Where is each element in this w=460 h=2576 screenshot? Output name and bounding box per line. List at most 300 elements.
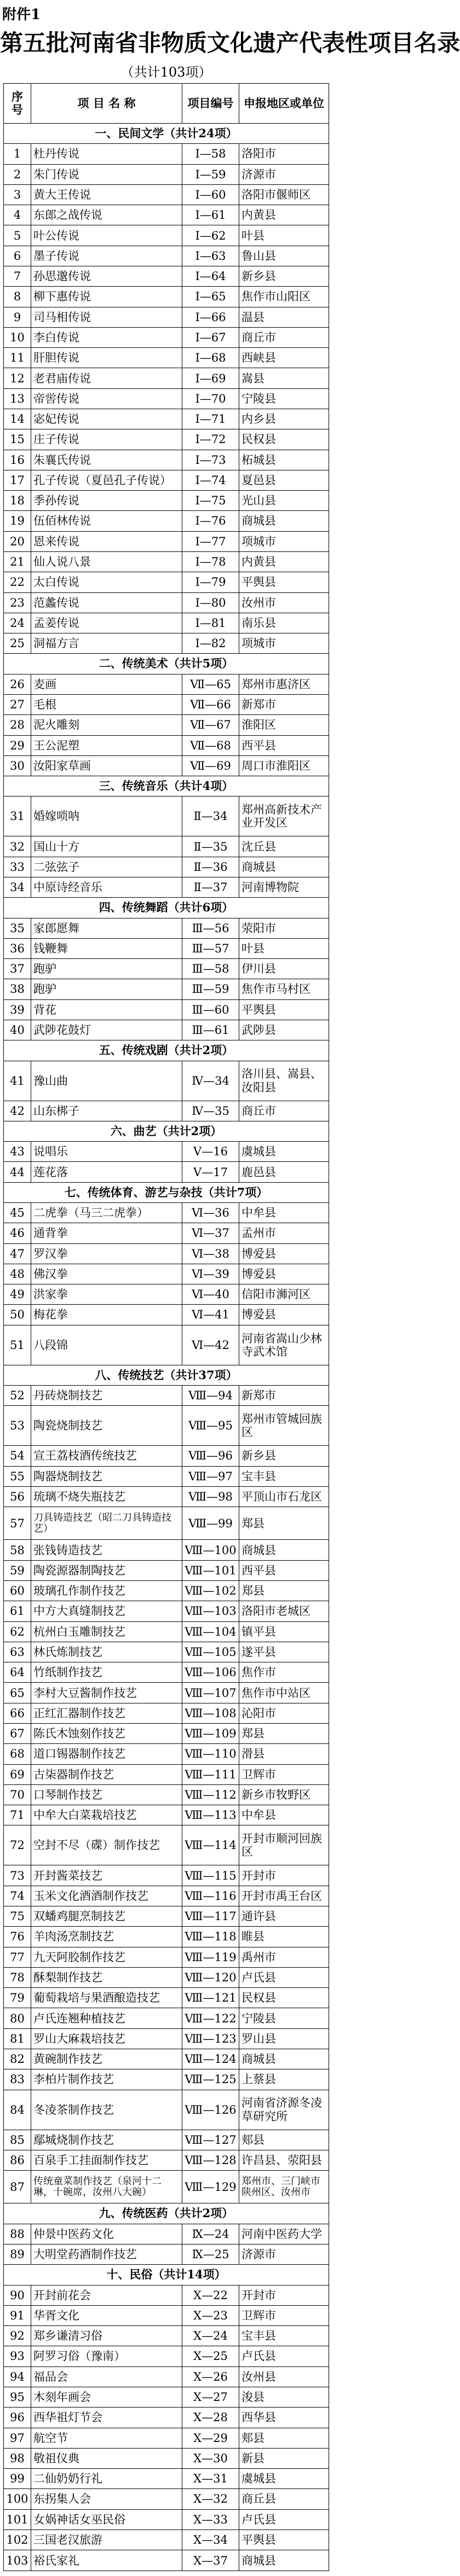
row-index: 81 [4, 2028, 31, 2049]
row-index: 57 [4, 1507, 31, 1540]
table-row [4, 1865, 329, 1886]
project-name: 跑驴 [31, 959, 182, 979]
project-name: 开封酱菜技艺 [31, 1865, 182, 1886]
project-name: 李白传说 [31, 327, 182, 347]
project-name: 王公泥塑 [31, 735, 182, 755]
applicant-region: 新乡县 [239, 266, 329, 287]
applicant-region: 嵩县 [239, 368, 329, 388]
row-index: 59 [4, 1560, 31, 1580]
row-index: 49 [4, 1284, 31, 1305]
project-code: Ⅱ—36 [182, 857, 239, 877]
project-name: 东拐集人会 [31, 2489, 182, 2509]
row-index: 23 [4, 592, 31, 613]
applicant-region: 郏县 [239, 2428, 329, 2448]
project-name: 传统童菜制作技艺（泉河十二琳，十碗席，汝州八大碗） [31, 2171, 182, 2203]
project-name: 开封前花会 [31, 2285, 182, 2305]
applicant-region: 叶县 [239, 225, 329, 246]
project-code: Ⅰ—80 [182, 592, 239, 613]
project-code: Ⅸ—24 [182, 2224, 239, 2244]
table-row [4, 2408, 329, 2428]
project-name: 叶公传说 [31, 225, 182, 246]
section-heading-row [4, 654, 329, 674]
project-name: 庄子传说 [31, 429, 182, 450]
applicant-region: 叶县 [239, 938, 329, 958]
table-row [4, 1967, 329, 1987]
table-row [4, 470, 329, 490]
project-name: 东郎之战传说 [31, 205, 182, 225]
project-code: Ⅳ—34 [182, 1061, 239, 1101]
row-index: 62 [4, 1621, 31, 1642]
row-index: 76 [4, 1927, 31, 1947]
applicant-region: 项城市 [239, 633, 329, 654]
row-index: 94 [4, 2366, 31, 2387]
project-code: Ⅰ—76 [182, 511, 239, 531]
project-code: Ⅱ—35 [182, 836, 239, 857]
project-code: Ⅸ—25 [182, 2244, 239, 2264]
project-name: 梅花拳 [31, 1305, 182, 1325]
project-code: Ⅵ—38 [182, 1243, 239, 1264]
applicant-region: 新县 [239, 2448, 329, 2468]
project-name: 老君庙传说 [31, 368, 182, 388]
table-row [4, 205, 329, 225]
project-name: 玻璃孔作制作技艺 [31, 1581, 182, 1601]
row-index: 37 [4, 959, 31, 979]
project-code: Ⅷ—119 [182, 1947, 239, 1967]
applicant-region: 汝州市 [239, 592, 329, 613]
table-row [4, 999, 329, 1020]
project-code: Ⅹ—32 [182, 2489, 239, 2509]
project-code: Ⅹ—25 [182, 2346, 239, 2366]
table-row [4, 531, 329, 551]
table-row [4, 409, 329, 429]
row-index: 71 [4, 1805, 31, 1825]
project-code: Ⅷ—114 [182, 1825, 239, 1865]
project-code: Ⅷ—127 [182, 2130, 239, 2150]
table-row [4, 1142, 329, 1162]
project-code: Ⅹ—31 [182, 2469, 239, 2489]
row-index: 40 [4, 1020, 31, 1040]
project-name: 背花 [31, 999, 182, 1020]
row-index: 28 [4, 715, 31, 735]
project-name: 八段锦 [31, 1325, 182, 1365]
total-count: （共计103项） [120, 65, 212, 80]
project-code: Ⅲ—57 [182, 938, 239, 958]
row-index: 19 [4, 511, 31, 531]
row-index: 84 [4, 2090, 31, 2130]
table-row [4, 1101, 329, 1121]
table-row [4, 2387, 329, 2407]
project-code: Ⅰ—62 [182, 225, 239, 246]
row-index: 39 [4, 999, 31, 1020]
applicant-region: 平顶山市石龙区 [239, 1486, 329, 1507]
project-name: 柳下惠传说 [31, 287, 182, 307]
table-row [4, 368, 329, 388]
project-code: Ⅰ—68 [182, 348, 239, 368]
project-name: 中原诗经音乐 [31, 877, 182, 898]
project-name: 孔子传说（夏邑孔子传说） [31, 470, 182, 490]
row-index: 14 [4, 409, 31, 429]
applicant-region: 河南中医药大学 [239, 2224, 329, 2244]
project-code: Ⅶ—65 [182, 674, 239, 694]
applicant-region: 卫辉市 [239, 2305, 329, 2325]
table-row [4, 857, 329, 877]
header-row [4, 84, 329, 124]
project-code: Ⅰ—78 [182, 551, 239, 572]
table-row [4, 348, 329, 368]
project-name: 古柒器制作技艺 [31, 1764, 182, 1784]
applicant-region: 商丘县 [239, 2489, 329, 2509]
applicant-region: 民权县 [239, 1988, 329, 2008]
row-index: 41 [4, 1061, 31, 1101]
row-index: 8 [4, 287, 31, 307]
applicant-region: 夏邑县 [239, 470, 329, 490]
table-row [4, 2069, 329, 2090]
project-code: Ⅷ—126 [182, 2090, 239, 2130]
row-index: 45 [4, 1203, 31, 1223]
applicant-region: 平舆县 [239, 2530, 329, 2550]
project-code: Ⅷ—115 [182, 1865, 239, 1886]
project-code: Ⅴ—17 [182, 1162, 239, 1182]
project-code: Ⅲ—60 [182, 999, 239, 1020]
project-name: 汝阳家草画 [31, 755, 182, 776]
project-name: 女娲神话女巫民俗 [31, 2509, 182, 2530]
table-row [4, 246, 329, 266]
table-row [4, 1724, 329, 1744]
row-index: 58 [4, 1540, 31, 1560]
project-name: 婚嫁唢呐 [31, 796, 182, 836]
row-index: 20 [4, 531, 31, 551]
project-name: 二虎拳（马三二虎拳） [31, 1203, 182, 1223]
applicant-region: 商城县 [239, 2550, 329, 2571]
project-code: Ⅰ—77 [182, 531, 239, 551]
row-index: 99 [4, 2469, 31, 2489]
project-code: Ⅰ—81 [182, 613, 239, 633]
project-name: 双蟠鸡腿烹制技艺 [31, 1906, 182, 1927]
applicant-region: 西平县 [239, 735, 329, 755]
row-index: 86 [4, 2150, 31, 2170]
project-name: 太白传说 [31, 572, 182, 592]
project-code: Ⅱ—37 [182, 877, 239, 898]
row-index: 61 [4, 1601, 31, 1621]
project-code: Ⅷ—107 [182, 1683, 239, 1703]
applicant-region: 温县 [239, 307, 329, 327]
project-name: 通背拳 [31, 1223, 182, 1243]
project-code: Ⅷ—112 [182, 1784, 239, 1805]
section-heading: 八、传统技艺（共计37项） [4, 1365, 329, 1385]
applicant-region: 浚县 [239, 2387, 329, 2407]
project-code: Ⅵ—40 [182, 1284, 239, 1305]
project-code: Ⅹ—22 [182, 2285, 239, 2305]
table-row [4, 1764, 329, 1784]
row-index: 83 [4, 2069, 31, 2090]
row-index: 90 [4, 2285, 31, 2305]
project-name: 钱鞭舞 [31, 938, 182, 958]
section-heading-row [4, 1121, 329, 1141]
project-name: 郑乡谦清习俗 [31, 2326, 182, 2346]
table-row [4, 2090, 329, 2130]
table-row [4, 1744, 329, 1764]
project-name: 杭州白玉雕制技艺 [31, 1621, 182, 1642]
project-code: Ⅹ—33 [182, 2509, 239, 2530]
applicant-region: 郑县 [239, 1724, 329, 1744]
project-name: 宣王荔枝酒传统技艺 [31, 1446, 182, 1466]
project-name: 洞福方言 [31, 633, 182, 654]
project-name: 道口锡器制作技艺 [31, 1744, 182, 1764]
project-code: Ⅷ—96 [182, 1446, 239, 1466]
project-name: 豫山曲 [31, 1061, 182, 1101]
project-name: 华胥文化 [31, 2305, 182, 2325]
project-code: Ⅷ—124 [182, 2049, 239, 2069]
row-index: 1 [4, 144, 31, 164]
row-index: 69 [4, 1764, 31, 1784]
row-index: 18 [4, 491, 31, 511]
applicant-region: 洛阳市偃师区 [239, 184, 329, 205]
project-name: 家郎愿舞 [31, 918, 182, 938]
project-name: 泥火雕刻 [31, 715, 182, 735]
applicant-region: 鹿邑县 [239, 1162, 329, 1182]
table-row [4, 877, 329, 898]
project-name: 毛根 [31, 694, 182, 714]
project-name: 葡萄栽培与果酒酿造技艺 [31, 1988, 182, 2008]
project-code: Ⅳ—35 [182, 1101, 239, 1121]
applicant-region: 河南省嵩山少林寺武术馆 [239, 1325, 329, 1365]
table-row [4, 1223, 329, 1243]
project-name: 仲景中医药文化 [31, 2224, 182, 2244]
project-code: Ⅷ—122 [182, 2008, 239, 2028]
project-name: 帝喾传说 [31, 388, 182, 409]
section-heading-row [4, 1365, 329, 1385]
project-name: 裕氏家礼 [31, 2550, 182, 2571]
project-name: 肝胆传说 [31, 348, 182, 368]
applicant-region: 郑县 [239, 1581, 329, 1601]
table-row [4, 266, 329, 287]
project-name: 羊肉汤烹制技艺 [31, 1927, 182, 1947]
table-row [4, 2028, 329, 2049]
table-row [4, 1683, 329, 1703]
project-name: 木刻年画会 [31, 2387, 182, 2407]
table-row [4, 1486, 329, 1507]
applicant-region: 滑县 [239, 1744, 329, 1764]
document-title: 第五批河南省非物质文化遗产代表性项目名录 [0, 30, 460, 56]
applicant-region: 开封市禹王台区 [239, 1886, 329, 1906]
applicant-region: 内黄县 [239, 551, 329, 572]
table-row [4, 2008, 329, 2028]
project-name: 九天阿胶制作技艺 [31, 1947, 182, 1967]
table-row [4, 1020, 329, 1040]
project-name: 航空节 [31, 2428, 182, 2448]
applicant-region: 沈丘县 [239, 836, 329, 857]
project-name: 三国老汉旅游 [31, 2530, 182, 2550]
applicant-region: 郑州市惠济区 [239, 674, 329, 694]
applicant-region: 商丘市 [239, 1101, 329, 1121]
applicant-region: 宁陵县 [239, 2008, 329, 2028]
table-row [4, 2448, 329, 2468]
applicant-region: 新乡市牧野区 [239, 1784, 329, 1805]
applicant-region: 西平县 [239, 1560, 329, 1580]
project-code: Ⅷ—123 [182, 2028, 239, 2049]
project-code: Ⅰ—61 [182, 205, 239, 225]
applicant-region: 焦作市山阳区 [239, 287, 329, 307]
applicant-region: 武陟县 [239, 1020, 329, 1040]
applicant-region: 宝丰县 [239, 2326, 329, 2346]
section-heading: 十、民俗（共计14项） [4, 2265, 329, 2285]
table-row [4, 1446, 329, 1466]
applicant-region: 内黄县 [239, 205, 329, 225]
project-name: 西华祖灯节会 [31, 2408, 182, 2428]
table-row [4, 1284, 329, 1305]
table-row [4, 796, 329, 836]
row-index: 3 [4, 184, 31, 205]
project-code: Ⅷ—129 [182, 2171, 239, 2203]
project-name: 酥梨制作技艺 [31, 1967, 182, 1987]
row-index: 38 [4, 979, 31, 999]
project-code: Ⅹ—28 [182, 2408, 239, 2428]
table-row [4, 1325, 329, 1365]
table-row [4, 2428, 329, 2448]
applicant-region: 商城县 [239, 511, 329, 531]
table-body [4, 84, 329, 2571]
project-code: Ⅵ—37 [182, 1223, 239, 1243]
applicant-region: 博爱县 [239, 1305, 329, 1325]
row-index: 92 [4, 2326, 31, 2346]
project-code: Ⅰ—60 [182, 184, 239, 205]
applicant-region: 鲁山县 [239, 246, 329, 266]
table-row [4, 1264, 329, 1284]
project-code: Ⅲ—58 [182, 959, 239, 979]
applicant-region: 光山县 [239, 491, 329, 511]
applicant-region: 中牟县 [239, 1805, 329, 1825]
attachment-label: 附件1 [2, 7, 41, 23]
table-row [4, 694, 329, 714]
table-row [4, 1386, 329, 1406]
table-row [4, 1601, 329, 1621]
project-name: 二弦弦子 [31, 857, 182, 877]
applicant-region: 商城县 [239, 1540, 329, 1560]
table-row [4, 307, 329, 327]
table-row [4, 1466, 329, 1486]
row-index: 22 [4, 572, 31, 592]
project-name: 阿罗习俗（豫南） [31, 2346, 182, 2366]
row-index: 42 [4, 1101, 31, 1121]
table-row [4, 144, 329, 164]
section-heading-row [4, 898, 329, 918]
row-index: 74 [4, 1886, 31, 1906]
section-heading-row [4, 1182, 329, 1202]
applicant-region: 宝丰县 [239, 1466, 329, 1486]
table-row [4, 1886, 329, 1906]
project-code: Ⅹ—24 [182, 2326, 239, 2346]
table-row [4, 979, 329, 999]
project-code: Ⅷ—100 [182, 1540, 239, 1560]
project-name: 宓妃传说 [31, 409, 182, 429]
project-code: Ⅷ—94 [182, 1386, 239, 1406]
project-code: Ⅷ—106 [182, 1662, 239, 1683]
row-index: 97 [4, 2428, 31, 2448]
project-code: Ⅰ—79 [182, 572, 239, 592]
project-name: 大明堂药酒制作技艺 [31, 2244, 182, 2264]
applicant-region: 通许县 [239, 1906, 329, 1927]
applicant-region: 伊川县 [239, 959, 329, 979]
applicant-region: 中牟县 [239, 1203, 329, 1223]
project-name: 司马相传说 [31, 307, 182, 327]
project-name: 中方大真缝制技艺 [31, 1601, 182, 1621]
project-name: 李村大豆酱制作技艺 [31, 1683, 182, 1703]
row-index: 80 [4, 2008, 31, 2028]
applicant-region: 沁阳市 [239, 1703, 329, 1723]
table-row [4, 938, 329, 958]
table-row [4, 2469, 329, 2489]
project-code: Ⅰ—64 [182, 266, 239, 287]
applicant-region: 内乡县 [239, 409, 329, 429]
table-row [4, 2530, 329, 2550]
applicant-region: 卫辉市 [239, 1764, 329, 1784]
project-name: 山东梆子 [31, 1101, 182, 1121]
row-index: 72 [4, 1825, 31, 1865]
table-row [4, 1703, 329, 1723]
project-code: Ⅷ—110 [182, 1744, 239, 1764]
table-row [4, 1540, 329, 1560]
project-code: Ⅰ—75 [182, 491, 239, 511]
project-code: Ⅷ—118 [182, 1927, 239, 1947]
project-code: Ⅷ—120 [182, 1967, 239, 1987]
project-code: Ⅰ—65 [182, 287, 239, 307]
project-code: Ⅰ—74 [182, 470, 239, 490]
project-name: 福品会 [31, 2366, 182, 2387]
row-index: 5 [4, 225, 31, 246]
applicant-region: 博爱县 [239, 1264, 329, 1284]
project-code: Ⅷ—108 [182, 1703, 239, 1723]
project-code: Ⅵ—41 [182, 1305, 239, 1325]
project-name: 恩来传说 [31, 531, 182, 551]
table-row [4, 491, 329, 511]
project-code: Ⅹ—30 [182, 2448, 239, 2468]
row-index: 24 [4, 613, 31, 633]
section-heading: 五、传统戏剧（共计2项） [4, 1040, 329, 1061]
table-row [4, 287, 329, 307]
applicant-region: 孟州市 [239, 1223, 329, 1243]
project-code: Ⅵ—42 [182, 1325, 239, 1365]
applicant-region: 郑州市、三门峡市陕州区、汝州市 [239, 2171, 329, 2203]
applicant-region: 商城县 [239, 2049, 329, 2069]
table-row [4, 1947, 329, 1967]
project-name: 国山十方 [31, 836, 182, 857]
applicant-region: 宁陵县 [239, 388, 329, 409]
row-index: 85 [4, 2130, 31, 2150]
project-name: 季孙传说 [31, 491, 182, 511]
project-code: Ⅲ—59 [182, 979, 239, 999]
row-index: 78 [4, 1967, 31, 1987]
project-name: 正红汇器制作技艺 [31, 1703, 182, 1723]
applicant-region: 济源市 [239, 164, 329, 184]
row-index: 48 [4, 1264, 31, 1284]
applicant-region: 卢氏县 [239, 2346, 329, 2366]
section-heading: 六、曲艺（共计2项） [4, 1121, 329, 1141]
row-index: 16 [4, 450, 31, 470]
project-name: 范蠡传说 [31, 592, 182, 613]
row-index: 44 [4, 1162, 31, 1182]
row-index: 13 [4, 388, 31, 409]
project-code: Ⅷ—109 [182, 1724, 239, 1744]
table-row [4, 1162, 329, 1182]
table-row [4, 327, 329, 347]
project-name: 麦画 [31, 674, 182, 694]
applicant-region: 开封市 [239, 2285, 329, 2305]
row-index: 63 [4, 1642, 31, 1662]
row-index: 15 [4, 429, 31, 450]
row-index: 47 [4, 1243, 31, 1264]
row-index: 65 [4, 1683, 31, 1703]
row-index: 53 [4, 1406, 31, 1446]
